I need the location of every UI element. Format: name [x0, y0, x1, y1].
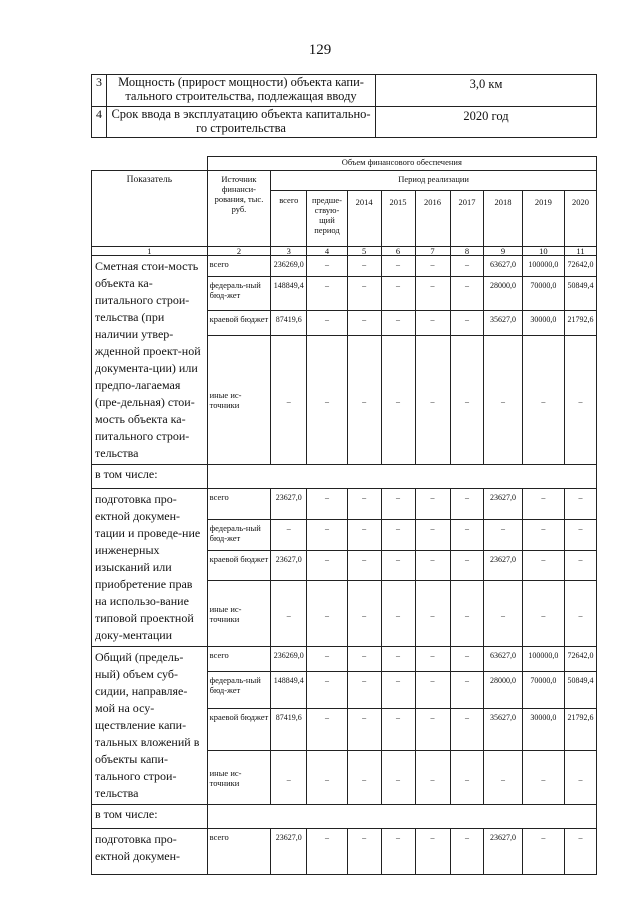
value-cell: 100000,0 — [522, 256, 564, 277]
column-number: 2 — [207, 247, 271, 256]
value-cell: – — [415, 310, 450, 335]
column-number: 7 — [415, 247, 450, 256]
value-cell: – — [450, 310, 484, 335]
row-value: 2020 год — [376, 107, 597, 138]
row-label: Срок ввода в эксплуатацию объекта капитально- го строительства — [107, 107, 376, 138]
table-row — [92, 75, 597, 107]
value-cell: 63627,0 — [484, 256, 522, 277]
value-cell: 23627,0 — [271, 489, 307, 520]
indicator-cell: подготовка про-ектной докумен- — [92, 829, 208, 875]
value-cell: – — [565, 335, 597, 464]
value-cell: – — [522, 335, 564, 464]
value-cell: 23627,0 — [484, 489, 522, 520]
value-cell: 21792,6 — [565, 310, 597, 335]
value-cell: – — [415, 519, 450, 550]
value-cell: 28000,0 — [484, 277, 522, 311]
value-cell: – — [381, 829, 415, 875]
value-cell: – — [565, 829, 597, 875]
value-cell: 87419,6 — [271, 310, 307, 335]
source-cell: иные ис-точники — [207, 751, 271, 805]
value-cell: – — [347, 489, 381, 520]
value-cell: – — [381, 335, 415, 464]
value-cell: – — [347, 310, 381, 335]
column-number: 4 — [307, 247, 347, 256]
value-cell: – — [307, 581, 347, 647]
section-label: в том числе: — [92, 465, 208, 489]
year-header: 2017 — [450, 191, 484, 247]
value-cell: – — [450, 519, 484, 550]
value-cell: – — [381, 550, 415, 581]
financing-table — [91, 156, 597, 875]
value-cell: – — [450, 277, 484, 311]
column-number: 1 — [92, 247, 208, 256]
row-number: 4 — [92, 107, 107, 138]
value-cell: – — [347, 829, 381, 875]
value-cell: – — [415, 277, 450, 311]
value-cell: 100000,0 — [522, 647, 564, 672]
row-number: 3 — [92, 75, 107, 107]
value-cell: – — [307, 647, 347, 672]
value-cell: – — [347, 277, 381, 311]
value-cell: – — [565, 751, 597, 805]
value-cell: – — [271, 751, 307, 805]
value-cell: 30000,0 — [522, 709, 564, 751]
value-cell: – — [307, 550, 347, 581]
value-cell: 30000,0 — [522, 310, 564, 335]
value-cell: – — [381, 581, 415, 647]
value-cell: – — [347, 581, 381, 647]
value-cell: – — [415, 256, 450, 277]
value-cell: 72642,0 — [565, 256, 597, 277]
value-cell: 23627,0 — [484, 829, 522, 875]
row-value: 3,0 км — [376, 75, 597, 107]
value-cell: – — [381, 489, 415, 520]
source-cell: федераль-ный бюд-жет — [207, 671, 271, 708]
value-cell: – — [307, 489, 347, 520]
value-cell: – — [347, 647, 381, 672]
source-cell: федераль-ный бюд-жет — [207, 277, 271, 311]
value-cell: – — [307, 519, 347, 550]
value-cell: – — [381, 519, 415, 550]
prev-period-header: предше-ствую-щий период — [307, 191, 347, 247]
value-cell: – — [484, 335, 522, 464]
value-cell: 72642,0 — [565, 647, 597, 672]
value-cell: – — [565, 519, 597, 550]
value-cell: – — [307, 277, 347, 311]
year-header: 2016 — [415, 191, 450, 247]
value-cell: – — [347, 709, 381, 751]
value-cell: – — [450, 647, 484, 672]
value-cell: 148849,4 — [271, 671, 307, 708]
value-cell: – — [522, 550, 564, 581]
value-cell: – — [522, 751, 564, 805]
value-cell: – — [450, 671, 484, 708]
value-cell: – — [415, 550, 450, 581]
year-header: 2019 — [522, 191, 564, 247]
value-cell: 148849,4 — [271, 277, 307, 311]
value-cell: – — [307, 335, 347, 464]
value-cell: – — [271, 581, 307, 647]
value-cell: 23627,0 — [271, 550, 307, 581]
value-cell: – — [415, 489, 450, 520]
source-cell: иные ис-точники — [207, 335, 271, 464]
value-cell: – — [415, 751, 450, 805]
column-number: 5 — [347, 247, 381, 256]
value-cell: – — [484, 519, 522, 550]
value-cell: – — [565, 489, 597, 520]
summary-table — [91, 74, 597, 138]
value-cell: 23627,0 — [484, 550, 522, 581]
value-cell: – — [347, 519, 381, 550]
value-cell: – — [307, 829, 347, 875]
value-cell: – — [347, 256, 381, 277]
table-row — [92, 829, 597, 875]
column-number: 11 — [565, 247, 597, 256]
year-header: 2015 — [381, 191, 415, 247]
period-header: Период реализации — [271, 171, 597, 191]
value-cell: – — [565, 581, 597, 647]
value-cell: 70000,0 — [522, 277, 564, 311]
source-cell: всего — [207, 489, 271, 520]
value-cell: 28000,0 — [484, 671, 522, 708]
year-header: 2020 — [565, 191, 597, 247]
value-cell: – — [347, 550, 381, 581]
value-cell: – — [522, 581, 564, 647]
value-cell: – — [381, 277, 415, 311]
value-cell: – — [415, 709, 450, 751]
value-cell: – — [307, 751, 347, 805]
value-cell: – — [347, 751, 381, 805]
table-row — [92, 489, 597, 520]
value-cell: – — [450, 829, 484, 875]
source-cell: всего — [207, 647, 271, 672]
value-cell: 35627,0 — [484, 310, 522, 335]
financing-header: Объем финансового обеспечения — [207, 157, 596, 171]
value-cell: – — [381, 647, 415, 672]
value-cell: – — [522, 489, 564, 520]
value-cell: 50849,4 — [565, 671, 597, 708]
column-number: 9 — [484, 247, 522, 256]
column-number: 3 — [271, 247, 307, 256]
value-cell: – — [415, 671, 450, 708]
value-cell: – — [347, 335, 381, 464]
value-cell: – — [522, 829, 564, 875]
column-number: 10 — [522, 247, 564, 256]
indicator-cell: подготовка про-ектной докумен-тации и проведе-ние инженерных изысканий или приобретение прав на использо-вание типовой проектной доку-ментации — [92, 489, 208, 647]
section-label: в том числе: — [92, 805, 208, 829]
year-header: 2014 — [347, 191, 381, 247]
indicator-cell: Сметная стои-мость объекта ка-питального строи-тельства (при наличии утвер-жденной проект-ной документа-ции) или предпо-лагаемая (пре-дельная) стои-мость объекта ка-питального строи-тельства — [92, 256, 208, 465]
value-cell: – — [415, 335, 450, 464]
value-cell: – — [415, 829, 450, 875]
value-cell: – — [450, 256, 484, 277]
value-cell: – — [450, 751, 484, 805]
value-cell: 50849,4 — [565, 277, 597, 311]
indicator-header: Показатель — [92, 171, 208, 247]
table-row — [92, 647, 597, 672]
value-cell: – — [450, 709, 484, 751]
value-cell: 87419,6 — [271, 709, 307, 751]
value-cell: – — [381, 709, 415, 751]
source-cell: федераль-ный бюд-жет — [207, 519, 271, 550]
value-cell: 35627,0 — [484, 709, 522, 751]
value-cell: 21792,6 — [565, 709, 597, 751]
value-cell: 70000,0 — [522, 671, 564, 708]
table-row — [92, 107, 597, 138]
value-cell: – — [450, 489, 484, 520]
source-cell: иные ис-точники — [207, 581, 271, 647]
value-cell: 23627,0 — [271, 829, 307, 875]
value-cell: 236269,0 — [271, 647, 307, 672]
value-cell: – — [522, 519, 564, 550]
value-cell: – — [381, 310, 415, 335]
value-cell: – — [307, 310, 347, 335]
value-cell: – — [484, 581, 522, 647]
value-cell: – — [271, 519, 307, 550]
source-cell: краевой бюджет — [207, 310, 271, 335]
value-cell: – — [307, 256, 347, 277]
value-cell: – — [450, 335, 484, 464]
page-number: 129 — [308, 42, 332, 58]
value-cell: – — [415, 581, 450, 647]
value-cell: 236269,0 — [271, 256, 307, 277]
row-label: Мощность (прирост мощности) объекта капи- тального строительства, подлежащая вводу — [107, 75, 376, 107]
year-header: 2018 — [484, 191, 522, 247]
value-cell: – — [450, 581, 484, 647]
total-header: всего — [271, 191, 307, 247]
table-row — [92, 256, 597, 277]
value-cell: – — [347, 671, 381, 708]
value-cell: – — [381, 256, 415, 277]
value-cell: – — [450, 550, 484, 581]
value-cell: – — [565, 550, 597, 581]
value-cell: – — [271, 335, 307, 464]
value-cell: – — [381, 751, 415, 805]
source-cell: всего — [207, 256, 271, 277]
source-cell: краевой бюджет — [207, 709, 271, 751]
value-cell: – — [307, 709, 347, 751]
column-number: 8 — [450, 247, 484, 256]
value-cell: – — [484, 751, 522, 805]
value-cell: 63627,0 — [484, 647, 522, 672]
indicator-cell: Общий (предель-ный) объем суб-сидии, направляе-мой на осу-ществление капи-тальных вложений в объекты капи-тального строи-тельства — [92, 647, 208, 805]
value-cell: – — [415, 647, 450, 672]
source-cell: краевой бюджет — [207, 550, 271, 581]
source-header: Источник финанси-рования, тыс. руб. — [207, 171, 271, 247]
column-number: 6 — [381, 247, 415, 256]
value-cell: – — [381, 671, 415, 708]
source-cell: всего — [207, 829, 271, 875]
value-cell: – — [307, 671, 347, 708]
